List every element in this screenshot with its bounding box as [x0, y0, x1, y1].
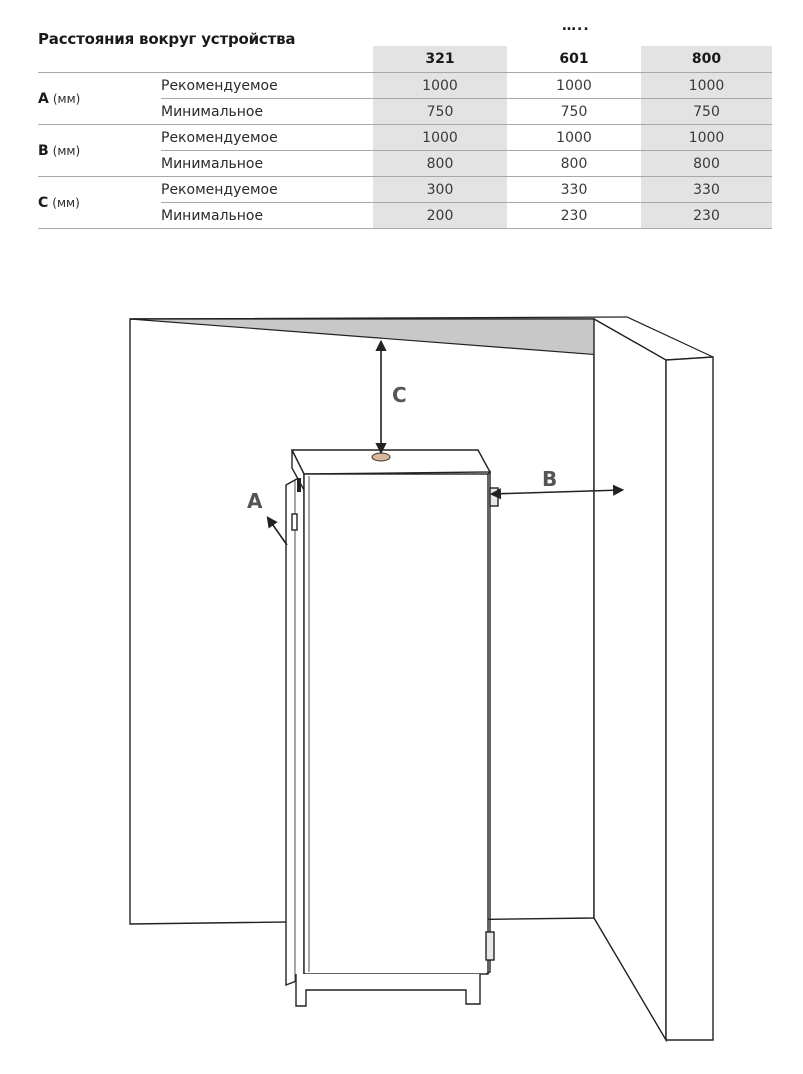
appliance-top [292, 450, 490, 474]
table-cell: 300 [373, 177, 507, 203]
row-label: Рекомендуемое [161, 177, 373, 203]
table-cell: 230 [641, 203, 772, 229]
row-label: Минимальное [161, 151, 373, 177]
group-label-b [38, 125, 161, 177]
row-label: Рекомендуемое [161, 125, 373, 151]
table-cell: 330 [507, 177, 641, 203]
model-header: 800 [641, 46, 772, 73]
row-label: Минимальное [161, 203, 373, 229]
appliance-base [296, 974, 480, 1006]
table-cell: 1000 [641, 125, 772, 151]
row-label: Минимальное [161, 99, 373, 125]
table-cell: 1000 [373, 125, 507, 151]
table-cell: 800 [373, 151, 507, 177]
group-unit: (мм) [52, 195, 80, 210]
side-handle [292, 514, 297, 530]
label-a: A [247, 489, 263, 513]
page-title: Расстояния вокруг устройства [38, 30, 296, 48]
table-row [38, 177, 772, 203]
header-empty-cell [38, 46, 161, 73]
group-unit: (мм) [52, 143, 81, 158]
side-connector [490, 488, 498, 506]
table-header-row [38, 46, 772, 73]
row-label: Рекомендуемое [161, 73, 373, 99]
header-dots: ….. [562, 18, 590, 34]
table-cell: 800 [641, 151, 772, 177]
model-header: 601 [507, 46, 641, 73]
group-letter: A [38, 90, 49, 107]
table-cell: 1000 [373, 73, 507, 99]
table-cell: 230 [507, 203, 641, 229]
table-cell: 200 [373, 203, 507, 229]
clearance-table [38, 46, 772, 229]
bottom-connector [486, 932, 494, 960]
model-header: 321 [373, 46, 507, 73]
table-cell: 750 [507, 99, 641, 125]
table-cell: 750 [373, 99, 507, 125]
label-b: B [542, 467, 558, 491]
table-cell: 800 [507, 151, 641, 177]
side-wall [594, 319, 713, 1040]
table-cell: 750 [641, 99, 772, 125]
group-label-a [38, 73, 161, 125]
appliance-front [304, 474, 488, 974]
table-cell: 330 [641, 177, 772, 203]
table-cell: 1000 [507, 73, 641, 99]
table-row [38, 125, 772, 151]
table-row [38, 73, 772, 99]
appliance [286, 450, 498, 1006]
header-empty-cell [161, 46, 373, 73]
table-cell: 1000 [641, 73, 772, 99]
label-c: C [392, 383, 407, 407]
group-unit: (мм) [52, 91, 81, 106]
clearance-diagram [0, 300, 803, 1074]
group-label-c [38, 177, 161, 229]
top-fitting [372, 453, 390, 461]
group-letter: B [38, 142, 49, 159]
group-letter: C [38, 194, 49, 211]
table-cell: 1000 [507, 125, 641, 151]
